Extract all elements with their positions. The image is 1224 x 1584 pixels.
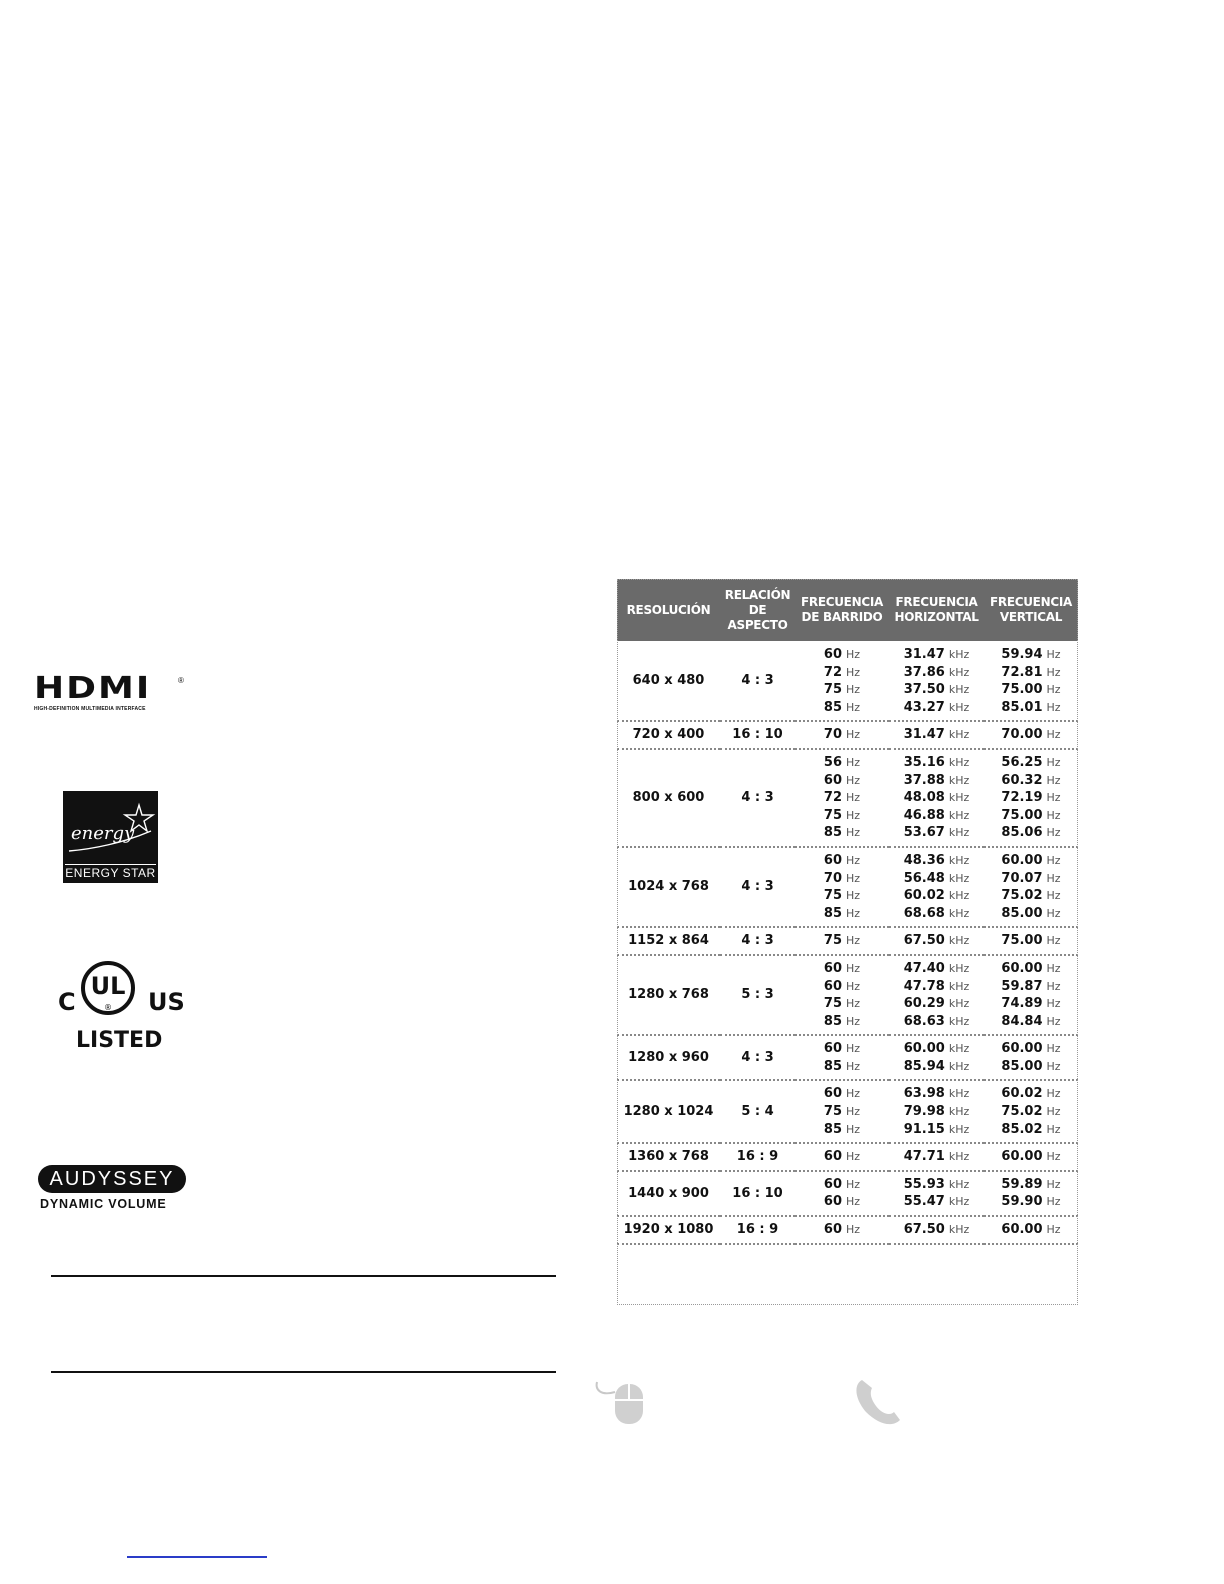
scan-frequency-cell-value: 72 Hz: [823, 790, 861, 806]
header-horizontal-frequency: FRECUENCIA HORIZONTAL: [889, 579, 984, 641]
vertical-frequency-cell: [984, 955, 1078, 1035]
vertical-frequency-cell-value: 72.81 Hz: [1001, 664, 1061, 680]
divider-top: [51, 1275, 556, 1277]
divider-bottom: [51, 1371, 556, 1373]
vertical-frequency-cell-value: 85.02 Hz: [1001, 1121, 1061, 1137]
horizontal-frequency-cell: [889, 641, 984, 721]
scan-frequency-cell-value: 85 Hz: [823, 699, 861, 715]
vertical-frequency-cell-value: 59.89 Hz: [1001, 1176, 1061, 1192]
vertical-frequency-cell-value: 56.25 Hz: [1001, 754, 1061, 770]
horizontal-frequency-cell-value: 31.47 kHz: [903, 727, 970, 743]
horizontal-frequency-cell: [889, 721, 984, 749]
horizontal-frequency-cell-value: 60.00 kHz: [903, 1041, 970, 1057]
scan-frequency-cell: [795, 1143, 889, 1171]
hdmi-registered-mark: ®: [178, 676, 184, 685]
scan-frequency-cell-value: 60 Hz: [823, 772, 861, 788]
vertical-frequency-cell-value: 85.01 Hz: [1001, 699, 1061, 715]
horizontal-frequency-cell-value: 48.36 kHz: [903, 852, 970, 868]
ul-center-text: UL: [90, 972, 126, 1000]
scan-frequency-cell-value: 60 Hz: [823, 960, 861, 976]
ul-registered-mark: ®: [104, 1003, 112, 1012]
table-row: [617, 1171, 1078, 1216]
vertical-frequency-cell-value: 75.00 Hz: [1001, 807, 1061, 823]
table-row: [617, 1143, 1078, 1171]
vertical-frequency-cell: [984, 847, 1078, 927]
scan-frequency-cell: [795, 721, 889, 749]
table-row: [617, 847, 1078, 927]
aspect-ratio-cell: 4 : 3: [720, 927, 795, 955]
vertical-frequency-cell-value: 74.89 Hz: [1001, 996, 1061, 1012]
horizontal-frequency-cell-value: 43.27 kHz: [903, 699, 970, 715]
aspect-ratio-cell: 5 : 3: [720, 955, 795, 1035]
horizontal-frequency-cell: [889, 749, 984, 847]
header-aspect-ratio: RELACIÓN DE ASPECTO: [720, 579, 795, 641]
vertical-frequency-cell: [984, 927, 1078, 955]
scan-frequency-cell-value: 85 Hz: [823, 905, 861, 921]
horizontal-frequency-cell-value: 60.02 kHz: [903, 888, 970, 904]
table-row: [617, 1035, 1078, 1080]
horizontal-frequency-cell-value: 37.88 kHz: [903, 772, 970, 788]
scan-frequency-cell-value: 75 Hz: [823, 682, 861, 698]
scan-frequency-cell-value: 60 Hz: [823, 647, 861, 662]
horizontal-frequency-cell: [889, 1171, 984, 1216]
energy-star-logo: [63, 791, 158, 883]
aspect-ratio-cell: 16 : 10: [720, 721, 795, 749]
scan-frequency-cell: [795, 955, 889, 1035]
vertical-frequency-cell-value: 60.00 Hz: [1001, 1149, 1061, 1165]
hdmi-wordmark: HDMI: [34, 670, 152, 706]
horizontal-frequency-cell-value: 79.98 kHz: [903, 1104, 970, 1120]
scan-frequency-cell-value: 75 Hz: [823, 996, 861, 1012]
vertical-frequency-cell: [984, 641, 1078, 721]
scan-frequency-cell-value: 85 Hz: [823, 1121, 861, 1137]
mouse-icon: [593, 1376, 649, 1424]
table-row: [617, 641, 1078, 721]
vertical-frequency-cell-value: 60.02 Hz: [1001, 1086, 1061, 1102]
aspect-ratio-cell: 4 : 3: [720, 749, 795, 847]
ul-listed-text: LISTED: [76, 1028, 163, 1053]
scan-frequency-cell-value: 60 Hz: [823, 978, 861, 994]
vertical-frequency-cell-value: 85.00 Hz: [1001, 905, 1061, 921]
energy-star-icon: [63, 791, 158, 863]
vertical-frequency-cell-value: 60.00 Hz: [1001, 960, 1061, 976]
vertical-frequency-cell-value: 70.07 Hz: [1001, 870, 1061, 886]
vertical-frequency-cell-value: 59.87 Hz: [1001, 978, 1061, 994]
hdmi-tagline: HIGH-DEFINITION MULTIMEDIA INTERFACE: [34, 706, 146, 712]
audyssey-logo: [38, 1165, 190, 1213]
vertical-frequency-cell-value: 59.90 Hz: [1001, 1194, 1061, 1210]
scan-frequency-cell-value: 60 Hz: [823, 1041, 861, 1057]
resolution-cell: 1440 x 900: [617, 1171, 720, 1216]
horizontal-frequency-cell-value: 68.68 kHz: [903, 905, 970, 921]
aspect-ratio-cell: 5 : 4: [720, 1080, 795, 1143]
header-scan-frequency: FRECUENCIA DE BARRIDO: [795, 579, 889, 641]
vertical-frequency-cell: [984, 1035, 1078, 1080]
header-resolution: RESOLUCIÓN: [617, 579, 720, 641]
scan-frequency-cell-value: 75 Hz: [823, 888, 861, 904]
horizontal-frequency-cell-value: 68.63 kHz: [903, 1013, 970, 1029]
resolution-cell: 1024 x 768: [617, 847, 720, 927]
scan-frequency-cell-value: 60 Hz: [823, 1149, 861, 1165]
scan-frequency-cell: [795, 927, 889, 955]
horizontal-frequency-cell-value: 47.78 kHz: [903, 978, 970, 994]
scan-frequency-cell-value: 72 Hz: [823, 664, 861, 680]
table-body: [617, 641, 1078, 1244]
scan-frequency-cell: [795, 1216, 889, 1244]
scan-frequency-cell: [795, 847, 889, 927]
horizontal-frequency-cell: [889, 847, 984, 927]
resolution-cell: 1920 x 1080: [617, 1216, 720, 1244]
horizontal-frequency-cell: [889, 927, 984, 955]
aspect-ratio-cell: 16 : 9: [720, 1143, 795, 1171]
resolution-cell: 640 x 480: [617, 641, 720, 721]
vertical-frequency-cell-value: 70.00 Hz: [1001, 727, 1061, 743]
scan-frequency-cell-value: 85 Hz: [823, 825, 861, 841]
resolution-cell: 1360 x 768: [617, 1143, 720, 1171]
ul-circle-icon: [80, 960, 136, 1016]
horizontal-frequency-cell-value: 55.93 kHz: [903, 1176, 970, 1192]
ul-us-mark: US: [148, 988, 185, 1016]
scan-frequency-cell: [795, 1171, 889, 1216]
vertical-frequency-cell: [984, 721, 1078, 749]
table-row: [617, 1080, 1078, 1143]
horizontal-frequency-cell-value: 37.50 kHz: [903, 682, 970, 698]
vertical-frequency-cell: [984, 1143, 1078, 1171]
aspect-ratio-cell: 4 : 3: [720, 847, 795, 927]
table-row: [617, 955, 1078, 1035]
horizontal-frequency-cell-value: 67.50 kHz: [903, 933, 970, 949]
header-vertical-frequency: FRECUENCIA VERTICAL: [984, 579, 1078, 641]
aspect-ratio-cell: 4 : 3: [720, 1035, 795, 1080]
energy-script: energy: [71, 823, 135, 844]
vertical-frequency-cell: [984, 1080, 1078, 1143]
aspect-ratio-cell: 16 : 10: [720, 1171, 795, 1216]
horizontal-frequency-cell-value: 85.94 kHz: [903, 1058, 970, 1074]
horizontal-frequency-cell-value: 31.47 kHz: [903, 647, 970, 662]
scan-frequency-cell: [795, 1080, 889, 1143]
scan-frequency-cell: [795, 641, 889, 721]
scan-frequency-cell: [795, 1035, 889, 1080]
scan-frequency-cell-value: 60 Hz: [823, 1194, 861, 1210]
resolution-cell: 1152 x 864: [617, 927, 720, 955]
horizontal-frequency-cell-value: 60.29 kHz: [903, 996, 970, 1012]
vertical-frequency-cell: [984, 749, 1078, 847]
vertical-frequency-cell-value: 75.00 Hz: [1001, 933, 1061, 949]
scan-frequency-cell-value: 70 Hz: [823, 727, 861, 743]
vertical-frequency-cell-value: 75.00 Hz: [1001, 682, 1061, 698]
horizontal-frequency-cell-value: 63.98 kHz: [903, 1086, 970, 1102]
scan-frequency-cell-value: 70 Hz: [823, 870, 861, 886]
aspect-ratio-cell: 16 : 9: [720, 1216, 795, 1244]
horizontal-frequency-cell-value: 91.15 kHz: [903, 1121, 970, 1137]
horizontal-frequency-cell-value: 47.71 kHz: [903, 1149, 970, 1165]
vertical-frequency-cell-value: 60.00 Hz: [1001, 1041, 1061, 1057]
horizontal-frequency-cell: [889, 1080, 984, 1143]
phone-icon: [852, 1376, 906, 1428]
hdmi-logo: [34, 670, 184, 720]
footer-link-underline[interactable]: [127, 1556, 267, 1558]
vertical-frequency-cell-value: 85.00 Hz: [1001, 1058, 1061, 1074]
vertical-frequency-cell-value: 60.00 Hz: [1001, 852, 1061, 868]
display-timing-table: [617, 579, 1078, 1245]
horizontal-frequency-cell-value: 47.40 kHz: [903, 960, 970, 976]
scan-frequency-cell: [795, 749, 889, 847]
scan-frequency-cell-value: 85 Hz: [823, 1013, 861, 1029]
resolution-cell: 1280 x 768: [617, 955, 720, 1035]
vertical-frequency-cell-value: 75.02 Hz: [1001, 1104, 1061, 1120]
horizontal-frequency-cell: [889, 1035, 984, 1080]
scan-frequency-cell-value: 60 Hz: [823, 1086, 861, 1102]
scan-frequency-cell-value: 60 Hz: [823, 852, 861, 868]
horizontal-frequency-cell: [889, 1143, 984, 1171]
scan-frequency-cell-value: 75 Hz: [823, 807, 861, 823]
horizontal-frequency-cell-value: 35.16 kHz: [903, 754, 970, 770]
horizontal-frequency-cell-value: 67.50 kHz: [903, 1222, 970, 1238]
audyssey-tagline: DYNAMIC VOLUME: [40, 1197, 167, 1211]
vertical-frequency-cell-value: 75.02 Hz: [1001, 888, 1061, 904]
horizontal-frequency-cell: [889, 955, 984, 1035]
horizontal-frequency-cell-value: 46.88 kHz: [903, 807, 970, 823]
table-row: [617, 1216, 1078, 1244]
horizontal-frequency-cell-value: 55.47 kHz: [903, 1194, 970, 1210]
table-row: [617, 749, 1078, 847]
scan-frequency-cell-value: 60 Hz: [823, 1176, 861, 1192]
scan-frequency-cell-value: 75 Hz: [823, 933, 861, 949]
audyssey-name: AUDYSSEY: [38, 1165, 186, 1193]
ul-listed-logo: [58, 958, 185, 1058]
horizontal-frequency-cell-value: 37.86 kHz: [903, 664, 970, 680]
vertical-frequency-cell-value: 85.06 Hz: [1001, 825, 1061, 841]
horizontal-frequency-cell: [889, 1216, 984, 1244]
horizontal-frequency-cell-value: 56.48 kHz: [903, 870, 970, 886]
table-header-row: [617, 579, 1078, 641]
energy-star-label: ENERGY STAR: [65, 866, 156, 880]
resolution-cell: 1280 x 960: [617, 1035, 720, 1080]
aspect-ratio-cell: 4 : 3: [720, 641, 795, 721]
vertical-frequency-cell: [984, 1216, 1078, 1244]
vertical-frequency-cell-value: 60.00 Hz: [1001, 1222, 1061, 1238]
ul-c-mark: C: [58, 988, 76, 1016]
vertical-frequency-cell-value: 60.32 Hz: [1001, 772, 1061, 788]
horizontal-frequency-cell-value: 53.67 kHz: [903, 825, 970, 841]
table-row: [617, 927, 1078, 955]
vertical-frequency-cell-value: 72.19 Hz: [1001, 790, 1061, 806]
resolution-cell: 720 x 400: [617, 721, 720, 749]
vertical-frequency-cell: [984, 1171, 1078, 1216]
scan-frequency-cell-value: 60 Hz: [823, 1222, 861, 1238]
scan-frequency-cell-value: 75 Hz: [823, 1104, 861, 1120]
resolution-cell: 800 x 600: [617, 749, 720, 847]
table-row: [617, 721, 1078, 749]
vertical-frequency-cell-value: 84.84 Hz: [1001, 1013, 1061, 1029]
vertical-frequency-cell-value: 59.94 Hz: [1001, 647, 1061, 662]
scan-frequency-cell-value: 85 Hz: [823, 1058, 861, 1074]
scan-frequency-cell-value: 56 Hz: [823, 754, 861, 770]
resolution-cell: 1280 x 1024: [617, 1080, 720, 1143]
horizontal-frequency-cell-value: 48.08 kHz: [903, 790, 970, 806]
